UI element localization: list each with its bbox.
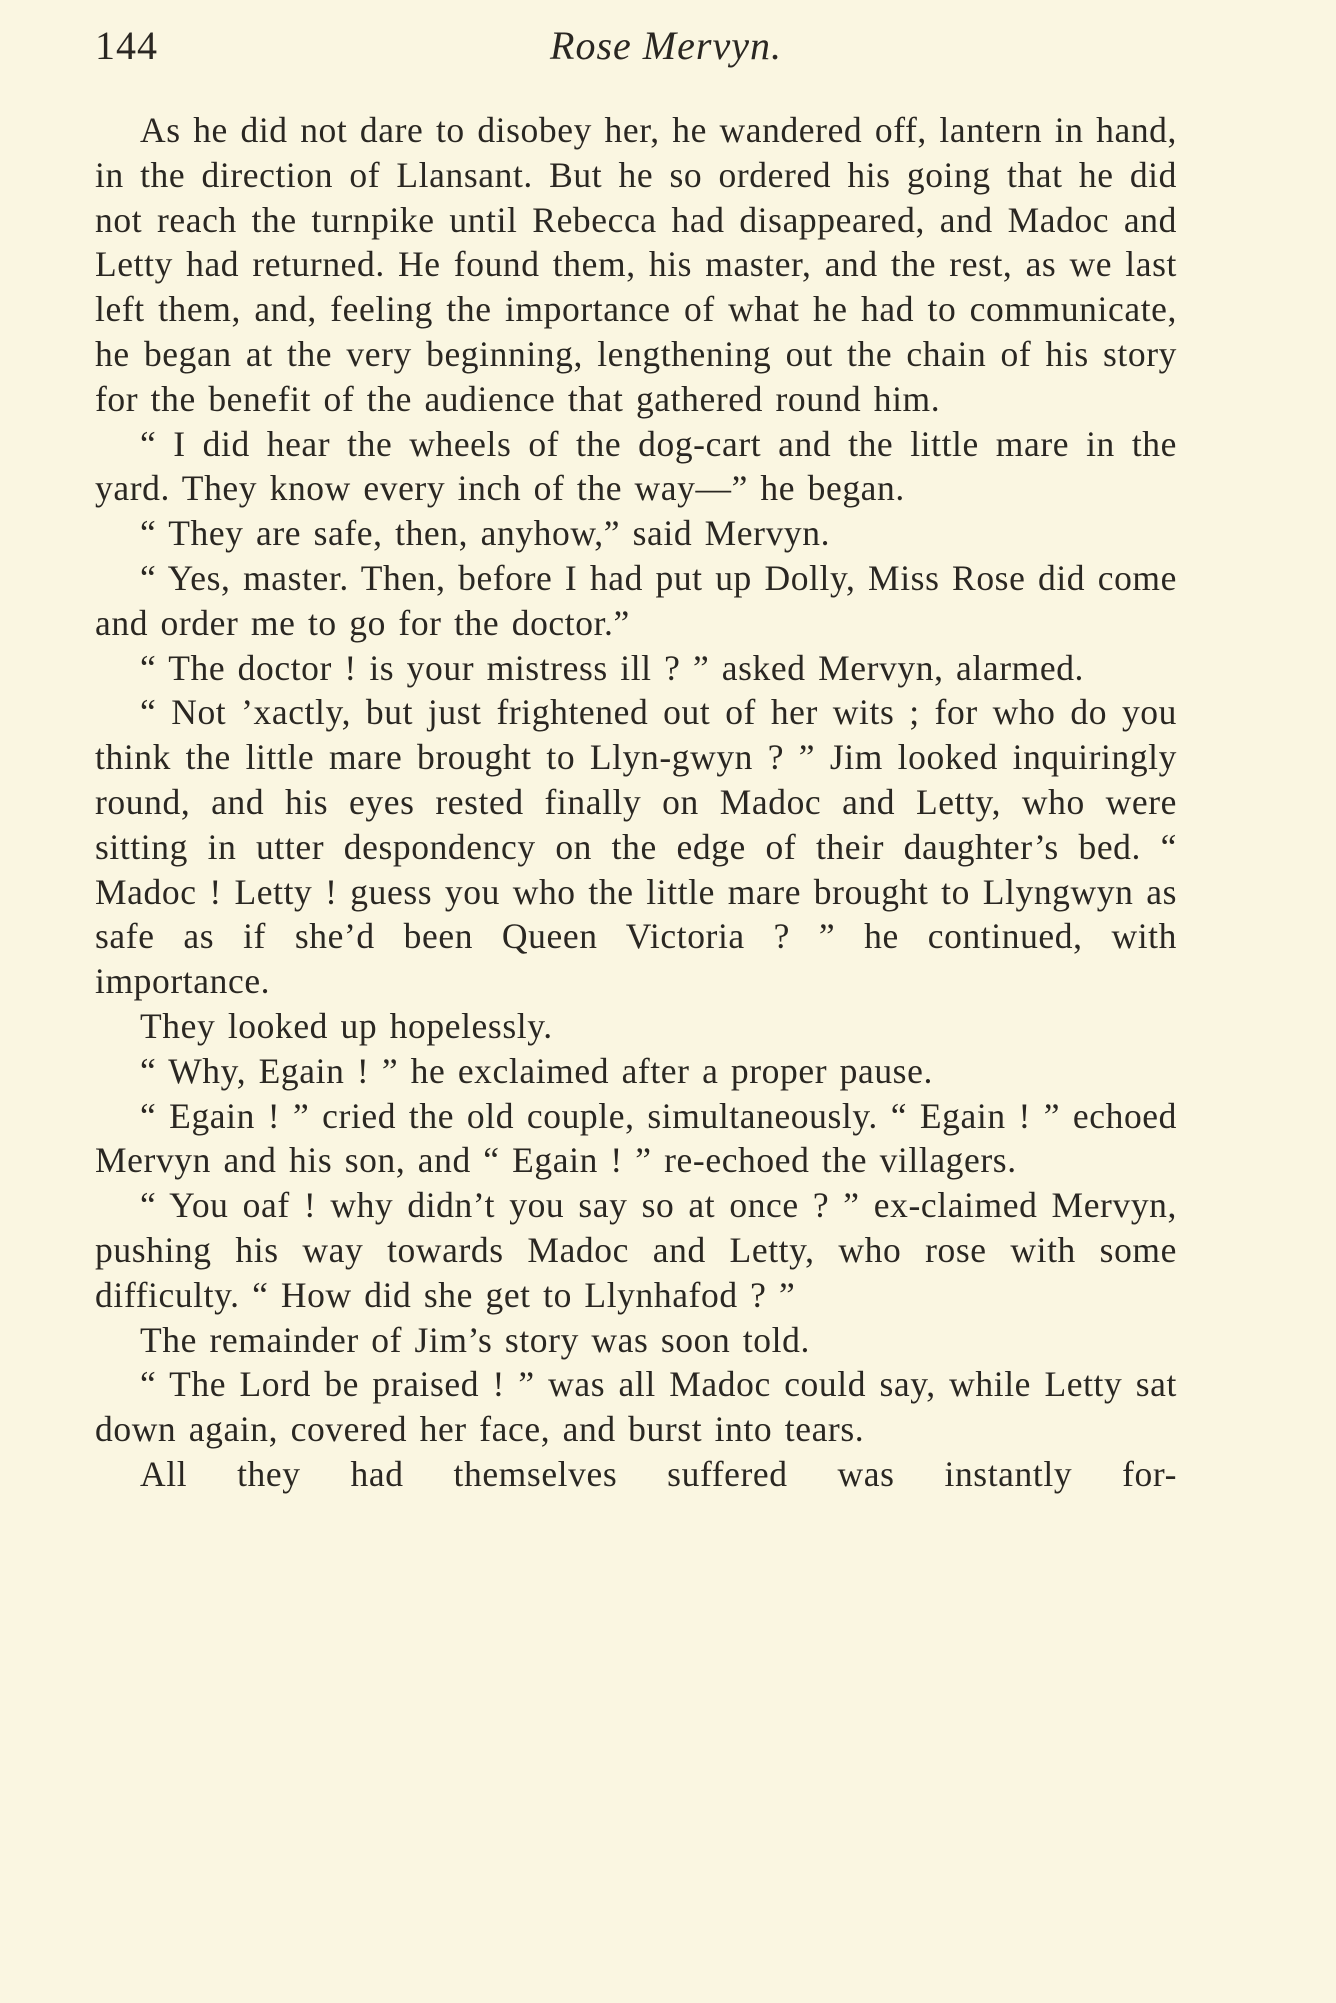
paragraph: “ Egain ! ” cried the old couple, simultaneously. “ Egain ! ” echoed Mervyn and his son, and “ Egain ! ” re-echoed the villagers. — [95, 1095, 1177, 1181]
paragraph: The remainder of Jim’s story was soon told. — [140, 1319, 810, 1360]
paragraph: “ The doctor ! is your mistress ill ? ” asked Mervyn, alarmed. — [140, 647, 1085, 688]
paragraph: “ I did hear the wheels of the dog-cart and the little mare in the yard. They know every inch of the way—” he began. — [95, 423, 1177, 509]
paragraph: “ The Lord be praised ! ” was all Madoc could say, while Letty sat down again, covered her face, and burst into tears. — [95, 1364, 1177, 1450]
paragraph: They looked up hopelessly. — [140, 1005, 553, 1046]
paragraph: “ Not ’xactly, but just frightened out of her wits ; for who do you think the little mare brought to Llyn-gwyn ? ” Jim looked inquiringly round, and his eyes rested finally on Madoc and Letty, who were sitting in utter despondency on the edge of their daughter’s bed. “ Madoc ! Letty ! guess you who the little mare brought to Llyngwyn as safe as if she’d been Queen Victoria ? ” he continued, with importance. — [95, 692, 1177, 1002]
page-number: 144 — [95, 23, 158, 68]
paragraph: “ Yes, master. Then, before I had put up Dolly, Miss Rose did come and order me to go for the doctor.” — [95, 557, 1177, 643]
paragraph: “ They are safe, then, anyhow,” said Mervyn. — [140, 513, 831, 554]
paragraph: As he did not dare to disobey her, he wandered off, lantern in hand, in the direction of Llansant. But he so ordered his going that he did not reach the turnpike until Rebecca had disappeared, and Madoc and Letty had returned. He found them, his master, and the rest, as we last left them, and, feeling the importance of what he had to communicate, he began at the very beginning, lengthening out the chain of his story for the benefit of the audience that gathered round him. — [95, 110, 1177, 419]
running-title: Rose Mervyn. — [550, 23, 782, 68]
running-head — [95, 22, 1177, 82]
paragraph: “ Why, Egain ! ” he exclaimed after a proper pause. — [140, 1050, 933, 1091]
paragraph: All they had themselves suffered was instantly for- — [140, 1453, 1177, 1494]
body-text — [95, 108, 1177, 1497]
paragraph: “ You oaf ! why didn’t you say so at once ? ” ex-claimed Mervyn, pushing his way towards Madoc and Letty, who rose with some difficulty. “ How did she get to Llynhafod ? ” — [95, 1185, 1177, 1315]
